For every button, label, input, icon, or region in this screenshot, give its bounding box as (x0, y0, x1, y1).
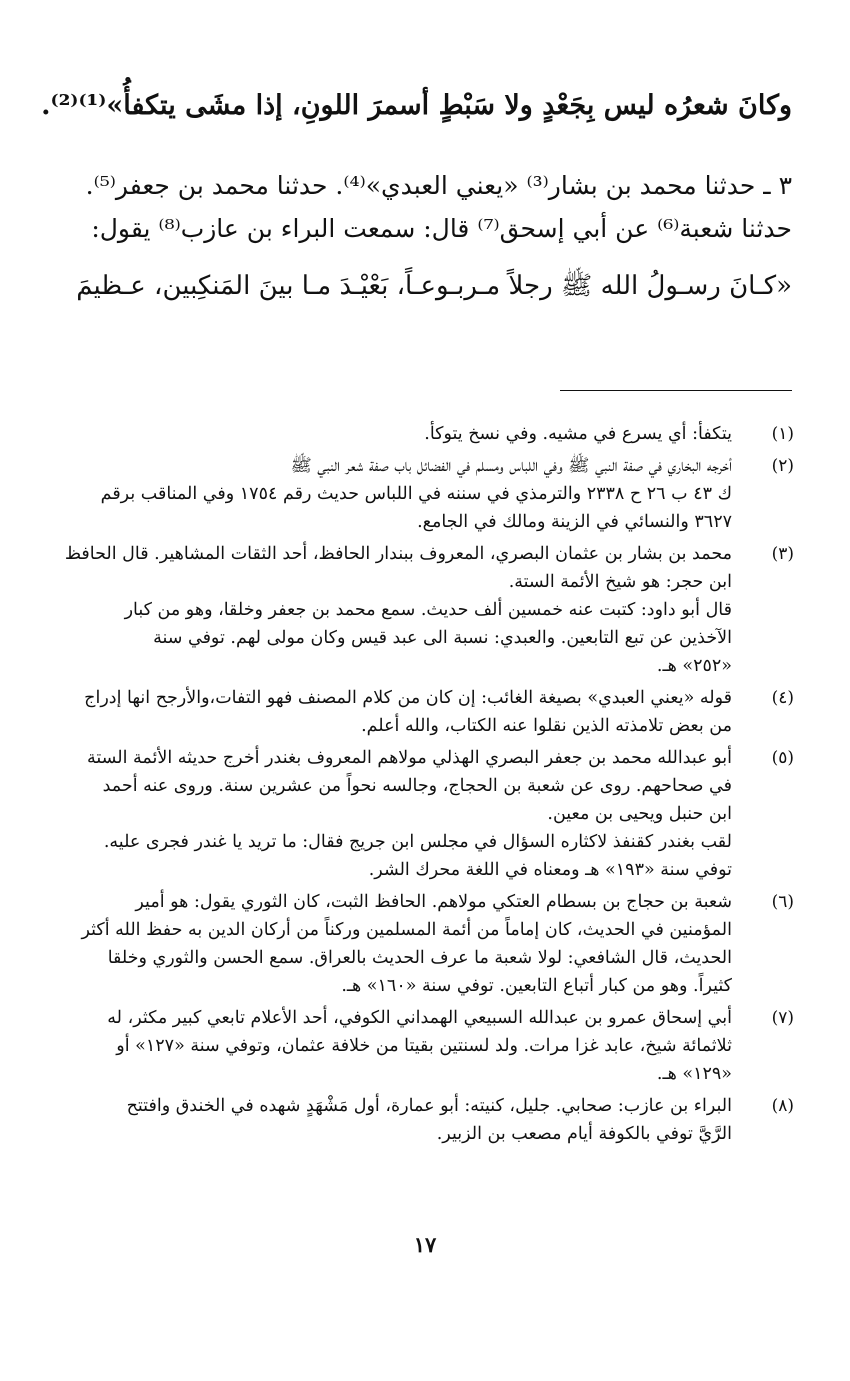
footnote (52, 420, 794, 448)
footnote-number: (١) (771, 424, 794, 444)
footnote-line: شعبة بن حجاج بن بسطام العتكي مولاهم. الحافظ الثبت، كان الثوري يقول: هو أمير (135, 892, 732, 912)
footnote (52, 684, 794, 740)
footnote-line: ابن حجر: هو شيخ الأئمة الستة. (508, 572, 732, 592)
footnote-line: قوله «يعني العبدي» بصيغة الغائب: إن كان من كلام المصنف فهو التفات،والأرجح انها إدراج (84, 688, 732, 708)
footnote-line: «١٢٩» هـ. (656, 1064, 732, 1084)
footnote-line: يتكفأ: أي يسرع في مشيه. وفي نسخ يتوكأ. (424, 424, 732, 444)
footnote-number: (٧) (771, 1008, 794, 1028)
footnote-body (52, 1092, 732, 1148)
footnote-body (52, 452, 732, 536)
footnote-line: محمد بن بشار بن عثمان البصري، المعروف ببندار الحافظ، أحد الثقات المشاهير. قال الحافظ (64, 544, 732, 564)
footnote-body (52, 1004, 732, 1088)
footnote-line: المؤمنين في الحديث، كان إماماً من أئمة المسلمين وركناً من أركان الدين به حفظ الله أكثر (81, 920, 732, 940)
footnote-number: (٢) (771, 456, 794, 476)
footnote-line: ٣٦٢٧ والنسائي في الزينة ومالك في الجامع. (417, 512, 732, 532)
footnote-number: (٣) (771, 544, 794, 564)
footnote-line: أبي إسحاق عمرو بن عبدالله السبيعي الهمداني الكوفي، أحد الأعلام تابعي كبير مكثر، له (107, 1008, 732, 1028)
footnote-line: من بعض تلامذته الذين نقلوا عنه الكتاب، والله أعلم. (361, 716, 732, 736)
footnote-body (52, 540, 732, 680)
footnote-line: ك ٤٣ ب ٢٦ ح ٢٣٣٨ والترمذي في سننه في اللباس حديث رقم ١٧٥٤ وفي المناقب برقم (100, 484, 732, 504)
footnote-body (52, 744, 732, 884)
footnote (52, 888, 794, 1000)
footnote-number: (٦) (771, 892, 794, 912)
footnote-line: الحديث، قال الشافعي: لولا شعبة ما عرف الحديث بالعراق. سمع الحسن والثوري وخلقا (107, 948, 732, 968)
footnote-line: البراء بن عازب: صحابي. جليل، كنيته: أبو عمارة، أول مَشْهَدٍ شهده في الخندق وافتتح (126, 1096, 732, 1116)
footnote-line: ثلاثمائة شيخ، عابد غزا مرات. ولد لسنتين بقيتا من خلافة عثمان، وتوفي سنة «١٢٧» أو (116, 1036, 732, 1056)
page-number: ١٧ (413, 1232, 437, 1257)
footnote-number: (٥) (771, 748, 794, 768)
hadith-line-4: «كـانَ رسـولُ الله ﷺ رجلاً مـربـوعـاً، بَعْيْـدَ مـا بينَ المَنكِبين، عـظيمَ (76, 271, 792, 301)
footnote-line: أبو عبدالله محمد بن جعفر البصري الهذلي مولاهم المعروف بغندر أخرج حديثه الأئمة الستة (86, 748, 732, 768)
footnote (52, 1092, 794, 1148)
footnote-line: ابن حنبل ويحيى بن معين. (547, 804, 732, 824)
hadith-line-2: ٣ ـ حدثنا محمد بن بشار⁽³⁾ «يعني العبدي»⁽⁴⁾. حدثنا محمد بن جعفر⁽⁵⁾. (85, 171, 792, 200)
footnote-line: توفي سنة «١٩٣» هـ ومعناه في اللغة محرك الشر. (368, 860, 732, 880)
footnote (52, 452, 794, 536)
footnotes (52, 420, 794, 1152)
footnote-line: الرَّيَّ توفي بالكوفة أيام مصعب بن الزبير. (436, 1124, 732, 1144)
footnote-line: «٢٥٢» هـ. (656, 656, 732, 676)
footnote-body (52, 684, 732, 740)
hadith-line-3: حدثنا شعبة⁽⁶⁾ عن أبي إسحق⁽⁷⁾ قال: سمعت البراء بن عازب⁽⁸⁾ يقول: (91, 214, 792, 243)
footnote-line: قال أبو داود: كتبت عنه خمسين ألف حديث. سمع محمد بن جعفر وخلقا، وهو من كبار (124, 600, 732, 620)
footnote (52, 540, 794, 680)
hadith-line-1: وكانَ شعرُه ليس بِجَعْدٍ ولا سَبْطٍ أسمرَ اللونِ، إذا مشَى يتكفأُ»⁽¹⁾⁽²⁾. (41, 90, 792, 121)
footnote-number: (٤) (771, 688, 794, 708)
footnote-line: الآخذين عن تبع التابعين. والعبدي: نسبة الى عبد قيس وكان مولى لهم. توفي سنة (153, 628, 732, 648)
footnote-line: أخرجه البخاري في صفة النبي ﷺ وفي اللباس ومسلم في الفضائل باب صفة شعر النبي ﷺ (290, 456, 732, 476)
footnote-body (52, 420, 732, 448)
footnote-separator (560, 390, 792, 391)
footnote-line: في صحاحهم. روى عن شعبة بن الحجاج، وجالسه نحواً من عشرين سنة. وروى عنه أحمد (102, 776, 732, 796)
footnote (52, 744, 794, 884)
footnote-number: (٨) (771, 1096, 794, 1116)
footnote-line: لقب بغندر كقنفذ لاكثاره السؤال في مجلس ابن جريج فقال: ما تريد يا غندر فجرى عليه. (103, 832, 732, 852)
footnote-body (52, 888, 732, 1000)
footnote-line: كثيراً. وهو من كبار أتباع التابعين. توفي سنة «١٦٠» هـ. (341, 976, 732, 996)
footnote (52, 1004, 794, 1088)
